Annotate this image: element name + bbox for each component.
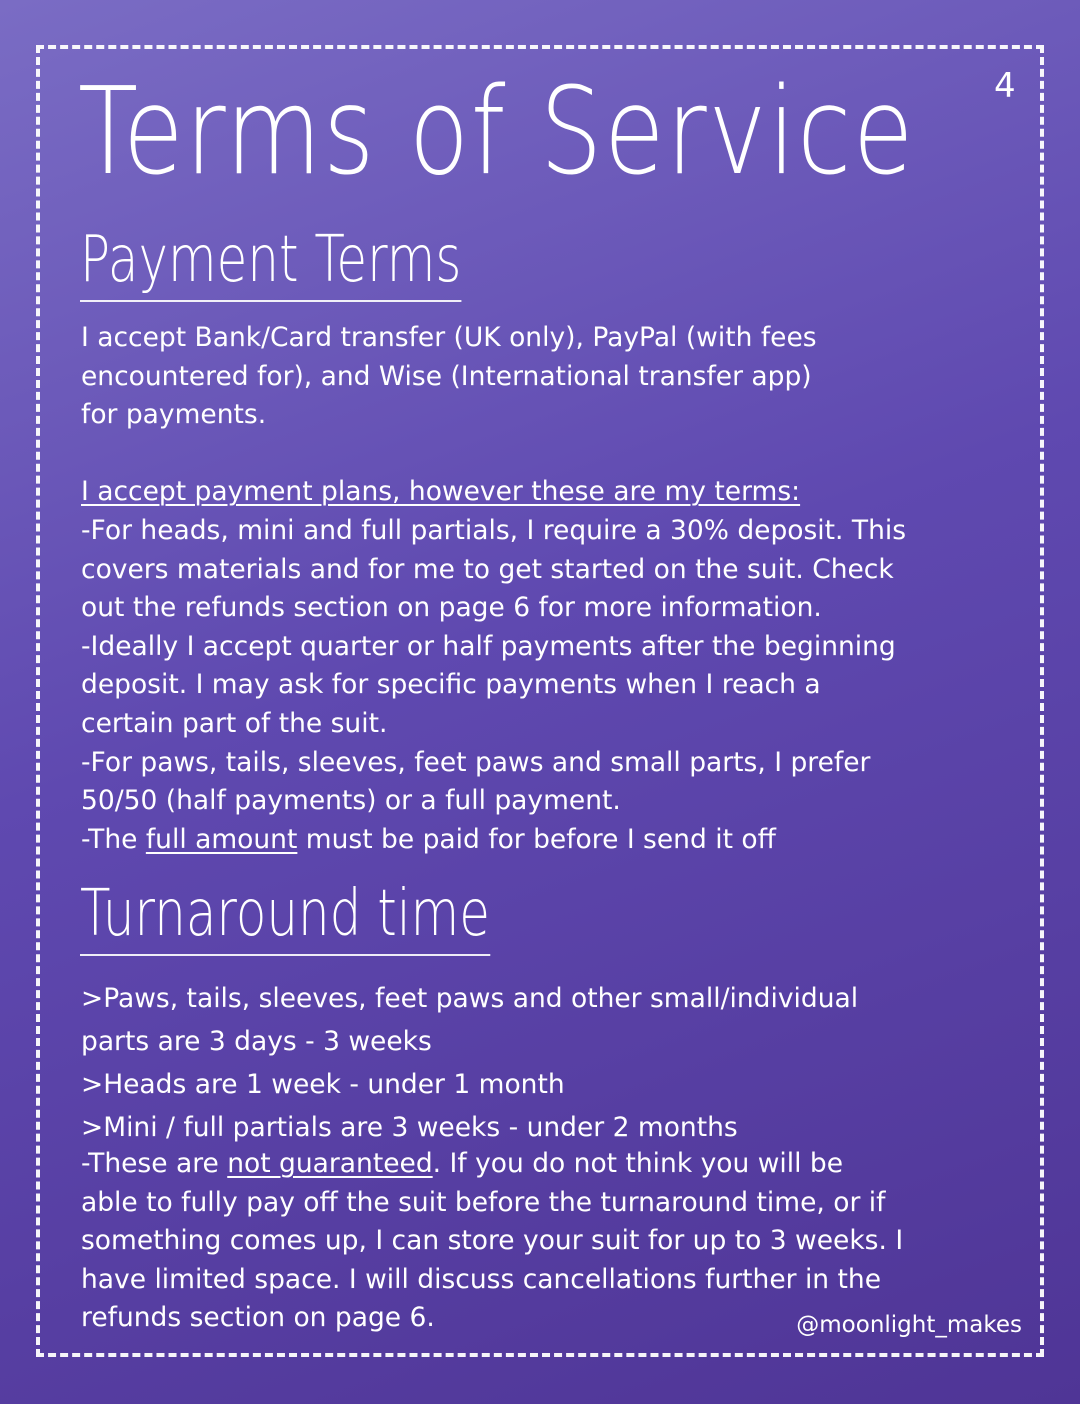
turnaround-item: parts are 3 days - 3 weeks	[81, 1026, 432, 1057]
note-suffix: . If you do not think you will be	[432, 1148, 844, 1179]
payment-intro-line: for payments.	[81, 399, 267, 431]
payment-plan-line: covers materials and for me to get started on the suit. Check	[81, 553, 894, 585]
turnaround-item: >Heads are 1 week - under 1 month	[81, 1069, 565, 1100]
page-number: 4	[994, 66, 1016, 106]
not-guaranteed-emphasis: not guaranteed	[227, 1148, 433, 1179]
turnaround-item: >Paws, tails, sleeves, feet paws and other small/individual	[81, 983, 859, 1014]
payment-plan-line: -Ideally I accept quarter or half payments after the beginning	[81, 630, 896, 662]
payment-plan-line: certain part of the suit.	[81, 707, 388, 739]
social-handle: @moonlight_makes	[796, 1312, 1022, 1338]
payment-intro-line: encountered for), and Wise (International transfer app)	[81, 360, 812, 392]
final-line-prefix: -The	[81, 823, 146, 855]
payment-plan-line: -For paws, tails, sleeves, feet paws and small parts, I prefer	[81, 746, 871, 778]
final-line-suffix: must be paid for before I send it off	[297, 823, 776, 855]
full-amount-emphasis: full amount	[145, 823, 298, 855]
note-prefix: -These are	[81, 1148, 228, 1179]
payment-intro-line: I accept Bank/Card transfer (UK only), PayPal (with fees	[81, 322, 817, 353]
page-title: Terms of Service	[78, 63, 916, 202]
note-line: refunds section on page 6.	[81, 1302, 435, 1334]
payment-terms-heading: Payment Terms	[80, 220, 461, 302]
payment-plan-line: out the refunds section on page 6 for more information.	[81, 592, 822, 624]
payment-plan-line: deposit. I may ask for specific payments when I reach a	[81, 669, 821, 701]
payment-final-line	[81, 821, 1021, 860]
turnaround-item: >Mini / full partials are 3 weeks - under 2 months	[81, 1112, 738, 1143]
turnaround-note	[81, 1145, 1021, 1338]
note-first-line	[81, 1145, 1021, 1184]
note-line: able to fully pay off the suit before the turnaround time, or if	[81, 1186, 886, 1218]
payment-plan-line: -For heads, mini and full partials, I require a 30% deposit. This	[81, 514, 907, 546]
turnaround-time-heading: Turnaround time	[80, 874, 490, 956]
turnaround-items	[81, 977, 1021, 1149]
payment-terms-body	[81, 319, 1021, 859]
payment-plans-heading: I accept payment plans, however these are my terms:	[81, 476, 801, 508]
note-line: something comes up, I can store your suit for up to 3 weeks. I	[81, 1225, 904, 1257]
payment-plan-line: 50/50 (half payments) or a full payment.	[81, 785, 621, 817]
blank-line	[81, 435, 1021, 474]
note-line: have limited space. I will discuss cancellations further in the	[81, 1263, 882, 1295]
